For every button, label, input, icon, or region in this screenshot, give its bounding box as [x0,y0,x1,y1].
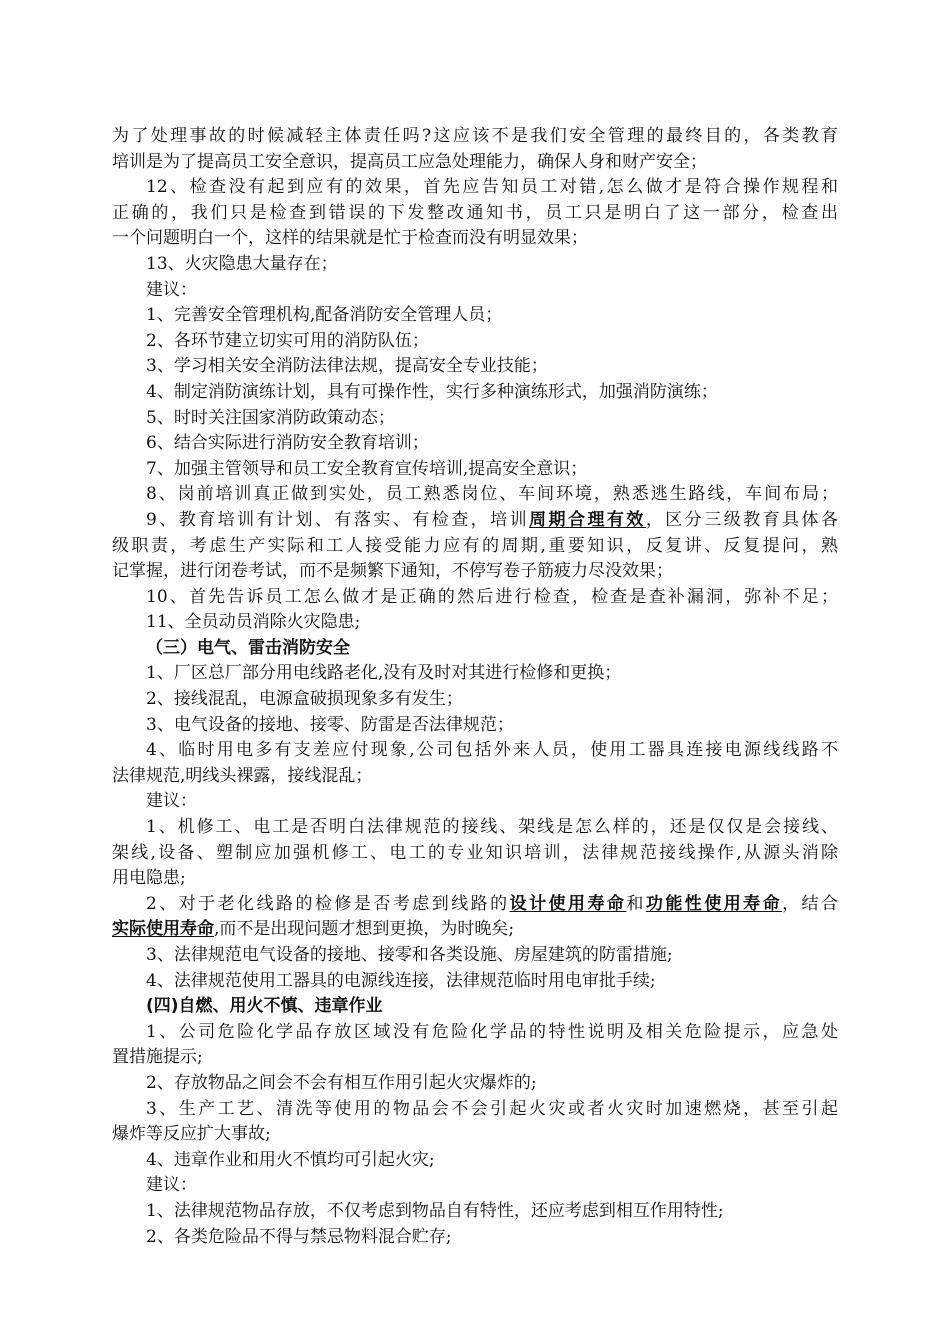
section-heading: （三）电气、雷击消防安全 [146,637,350,658]
text-line [112,610,838,636]
text-segment: 1、公司危险化学品存放区域没有危险化学品的特性说明及相关危险提示，应急处 [146,1021,838,1042]
text-line [112,866,838,892]
text-line [112,585,838,611]
text-line [112,636,838,662]
underlined-emphasis: 实际使用寿命 [112,919,214,940]
text-line [112,303,838,329]
text-line [112,1097,838,1123]
text-segment: 8、岗前培训真正做到实处，员工熟悉岗位、车间环境，熟悉逃生路线，车间布局； [146,484,838,505]
text-line [112,1045,838,1071]
text-segment: 10、首先告诉员工怎么做才是正确的然后进行检查，检查是查补漏洞，弥补不足； [146,586,838,607]
text-segment: 2、对于老化线路的检修是否考虑到线路的 [146,893,510,914]
text-segment: 2、各环节建立切实可用的消防队伍； [146,330,429,351]
text-line [112,252,838,278]
text-segment: 7、加强主管领导和员工安全教育宣传培训,提高安全意识； [146,458,588,479]
text-segment: 2、接线混乱，电源盒破损现象多有发生； [146,689,463,710]
text-line [112,1122,838,1148]
text-segment: 3、生产工艺、清洗等使用的物品会不会引起火灾或者火灾时加速燃烧，甚至引起 [146,1098,838,1119]
text-line [112,278,838,304]
text-line [112,713,838,739]
text-segment: 4、临时用电多有支差应付现象,公司包括外来人员，使用工器具连接电源线线路不 [146,740,838,761]
text-line [112,917,838,943]
text-line [112,1173,838,1199]
text-segment: 一个问题明白一个，这样的结果就是忙于检查而没有明显效果； [112,228,588,249]
text-line [112,841,838,867]
text-line [112,815,838,841]
text-segment: 记掌握，进行闭卷考试，而不是频繁下通知，不停写卷子筋疲力尽没效果； [112,561,673,582]
text-line [112,482,838,508]
text-line [112,994,838,1020]
text-line [112,892,838,918]
text-segment: 9、教育培训有计划、有落实、有检查，培训 [146,509,530,530]
text-segment: ,而不是出现问题才想到更换，为时晚矣; [214,919,515,940]
text-line [112,226,838,252]
text-line [112,661,838,687]
text-segment: 4、违章作业和用火不慎均可引起火灾; [146,1149,435,1170]
text-line [112,380,838,406]
text-segment: 和 [626,893,646,914]
text-line [112,1225,838,1251]
text-segment: 5、时时关注国家消防政策动态； [146,407,395,428]
text-segment: 11、全员动员消除火灾隐患; [146,612,361,633]
text-segment: 12、检查没有起到应有的效果，首先应告知员工对错,怎么做才是符合操作规程和 [146,177,838,198]
text-line [112,738,838,764]
text-line [112,175,838,201]
text-segment: 正确的，我们只是检查到错误的下发整改通知书，员工只是明白了这一部分，检查出 [112,202,838,223]
text-segment: 1、机修工、电工是否明白法律规范的接线、架线是怎么样的，还是仅仅是会接线、 [146,817,838,838]
text-segment: 2、各类危险品不得与禁忌物料混合贮存; [146,1226,452,1247]
text-line [112,1148,838,1174]
text-segment: 为了处理事故的时候减轻主体责任吗?这应该不是我们安全管理的最终目的，各类教育 [112,126,838,146]
text-segment: 3、电气设备的接地、接零、防雷是否法律规范； [146,714,514,735]
text-segment: 用电隐患; [112,868,186,889]
text-line [112,1071,838,1097]
text-segment: 建议： [146,1175,197,1196]
text-line [112,354,838,380]
text-segment: 1、法律规范物品存放，不仅考虑到物品自有特性，还应考虑到相互作用特性; [146,1200,724,1221]
underlined-emphasis: 周期合理有效 [529,509,646,530]
text-segment: ，区分三级教育具体各 [645,509,839,530]
text-segment: 2、存放物品之间会不会有相互作用引起火灾爆炸的; [146,1072,537,1093]
text-segment: 级职责，考虑生产实际和工人接受能力应有的周期,重要知识，反复讲、反复提问，熟 [112,535,838,556]
document-page [112,124,838,1250]
text-line [112,559,838,585]
section-heading: (四)自燃、用火不慎、违章作业 [146,996,383,1017]
text-segment: 13、火灾隐患大量存在； [146,253,338,274]
text-line [112,508,838,534]
text-line [112,431,838,457]
text-line [112,943,838,969]
text-line [112,764,838,790]
text-segment: 培训是为了提高员工安全意识，提高员工应急处理能力，确保人身和财产安全； [112,151,707,172]
text-segment: 4、制定消防演练计划，具有可操作性，实行多种演练形式，加强消防演练； [146,381,718,402]
text-line [112,1199,838,1225]
text-line [112,789,838,815]
text-line [112,969,838,995]
text-line [112,406,838,432]
text-segment: 法律规范,明线头裸露，接线混乱； [112,765,373,786]
text-line [112,687,838,713]
underlined-emphasis: 设计使用寿命 [509,893,627,914]
text-line [112,201,838,227]
text-line [112,150,838,176]
text-segment: 6、结合实际进行消防安全教育培训； [146,433,429,454]
text-segment: 架线,设备、塑制应加强机修工、电工的专业知识培训，法律规范接线操作,从源头消除 [112,842,838,863]
text-segment: 1、厂区总厂部分用电线路老化,没有及时对其进行检修和更换； [146,663,622,684]
text-segment: 置措施提示; [112,1047,203,1068]
text-segment: ，结合 [782,893,839,914]
text-line [112,124,838,150]
text-segment: 1、完善安全管理机构,配备消防安全管理人员； [146,305,503,326]
text-segment: 建议： [146,279,197,300]
text-line [112,457,838,483]
text-line [112,534,838,560]
text-segment: 建议： [146,791,197,812]
underlined-emphasis: 功能性使用寿命 [645,893,783,914]
text-segment: 3、学习相关安全消防法律法规，提高安全专业技能； [146,356,548,377]
text-segment: 爆炸等反应扩大事故; [112,1124,271,1145]
text-line [112,329,838,355]
text-segment: 3、法律规范电气设备的接地、接零和各类设施、房屋建筑的防雷措施; [146,945,673,965]
text-line [112,1020,838,1046]
text-segment: 4、法律规范使用工器具的电源线连接，法律规范临时用电审批手续; [146,970,656,991]
